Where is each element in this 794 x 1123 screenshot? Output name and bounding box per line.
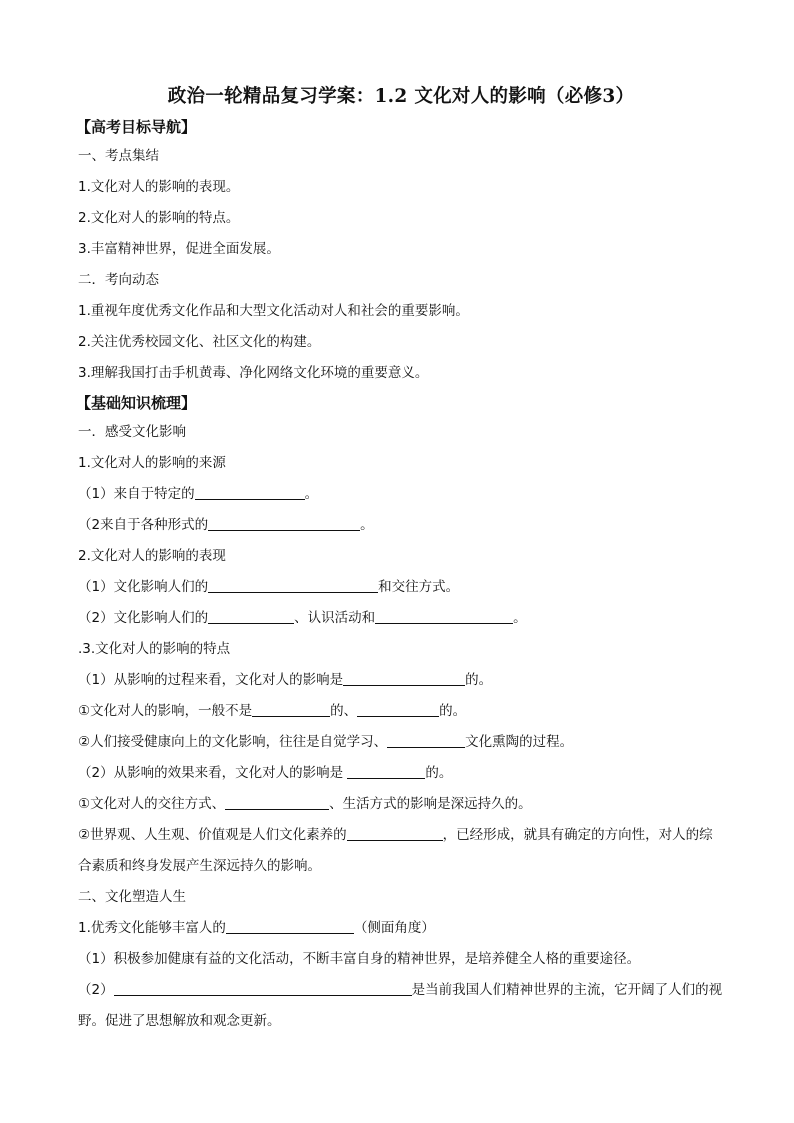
list-item: 3.理解我国打击手机黄毒、净化网络文化环境的重要意义。 [78,365,429,381]
line-text: （2） [78,982,114,998]
line-text: （2）从影响的效果来看，文化对人的影响是 [78,765,348,781]
answer-blank[interactable] [208,609,294,624]
answer-blank[interactable] [375,609,513,624]
line-text: 。 [360,517,374,533]
fill-in-line [78,603,724,634]
line-text: ②人们接受健康向上的文化影响，往往是自觉学习、 [78,734,388,750]
list-item: 1.文化对人的影响的表现。 [78,179,240,195]
answer-blank[interactable] [252,702,330,717]
list-item: 1.文化对人的影响的来源 [78,455,226,471]
list-item: （1）积极参加健康有益的文化活动，不断丰富自身的精神世界，是培养健全人格的重要途径。 [78,951,641,967]
answer-blank[interactable] [347,764,425,779]
subheading-exam-points: 一、考点集结 [78,148,159,164]
list-item: 2.关注优秀校园文化、社区文化的构建。 [78,334,321,350]
line-text: ②世界观、人生观、价值观是人们文化素养的 [78,827,347,843]
answer-blank[interactable] [226,919,354,934]
fill-in-line [78,572,724,603]
answer-blank[interactable] [225,795,329,810]
fill-in-line [78,479,724,510]
line-text: （1）从影响的过程来看，文化对人的影响是 [78,672,344,688]
list-item: 3.丰富精神世界，促进全面发展。 [78,241,280,257]
fill-in-line [78,727,724,758]
section-heading-basic-knowledge: 【基础知识梳理】 [76,394,197,412]
page-title: 政治一轮精品复习学案：1.2 文化对人的影响（必修3） [167,86,635,107]
answer-blank[interactable] [208,516,360,531]
line-text: ，已经形成，就具有确定的方向性，对人的综合素质和终身发展产生深远持久的影响。 [78,827,713,874]
line-text: ①文化对人的影响，一般不是 [78,703,253,719]
line-text: （1）文化影响人们的 [78,579,209,595]
subheading-feel-culture: 一．感受文化影响 [78,424,186,440]
subheading-culture-shapes-life: 二、文化塑造人生 [78,889,186,905]
answer-blank[interactable] [195,485,305,500]
line-text: 的。 [465,672,493,688]
fill-in-line [78,913,724,944]
line-text: 1.优秀文化能够丰富人的 [78,920,226,936]
answer-blank[interactable] [114,981,412,996]
line-text: 是当前我国人们精神世界的主流，它开阔了人们的视野。促进了思想解放和观念更新。 [78,982,723,1029]
answer-blank[interactable] [347,826,443,841]
line-text: （侧面角度） [353,920,435,936]
line-text: 文化熏陶的过程。 [465,734,574,750]
answer-blank[interactable] [208,578,378,593]
line-text: ①文化对人的交往方式、 [78,796,226,812]
line-text: （2来自于各种形式的 [78,517,209,533]
fill-in-line [78,696,724,727]
line-text: 和交往方式。 [378,579,460,595]
fill-in-line [78,820,724,882]
line-text: 、认识活动和 [294,610,376,626]
fill-in-line [78,758,724,789]
fill-in-line [78,665,724,696]
line-text: 的。 [425,765,453,781]
fill-in-line [78,789,724,820]
line-text: （1）来自于特定的 [78,486,195,502]
list-item: 2.文化对人的影响的特点。 [78,210,240,226]
line-text: 、生活方式的影响是深远持久的。 [329,796,532,812]
list-item: 1.重视年度优秀文化作品和大型文化活动对人和社会的重要影响。 [78,303,469,319]
answer-blank[interactable] [357,702,439,717]
fill-in-line [78,975,724,1037]
line-text: 。 [304,486,319,502]
line-text: 。 [513,610,527,626]
list-item: .3.文化对人的影响的特点 [78,641,231,657]
subheading-exam-trends: 二．考向动态 [78,272,159,288]
section-heading-exam-goals: 【高考目标导航】 [76,118,197,136]
list-item: 2.文化对人的影响的表现 [78,548,226,564]
fill-in-line [78,510,724,541]
line-text: 的、 [330,703,358,719]
line-text: 的。 [439,703,467,719]
answer-blank[interactable] [387,733,465,748]
line-text: （2）文化影响人们的 [78,610,209,626]
answer-blank[interactable] [343,671,465,686]
